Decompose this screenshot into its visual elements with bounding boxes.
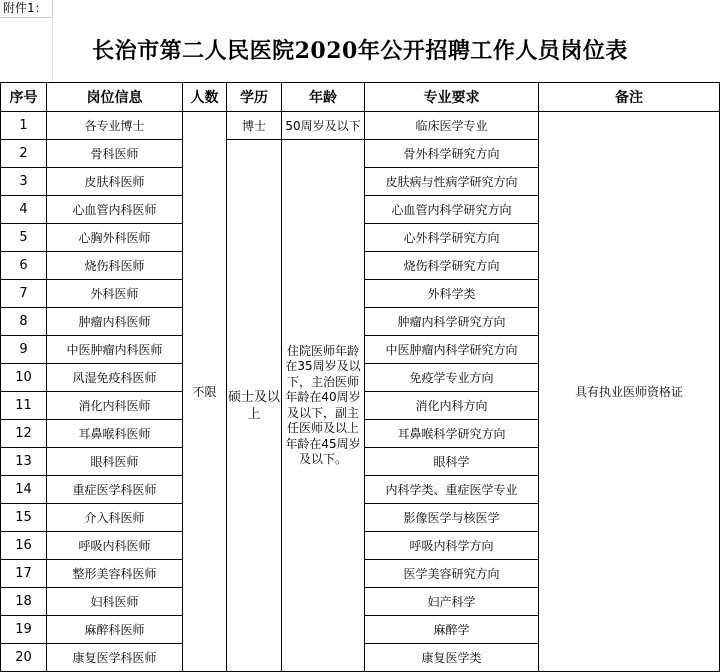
cell-education-master: 硕士及以上: [227, 140, 282, 672]
cell-count: 不限: [183, 112, 227, 672]
cell-position: 外科医师: [47, 280, 183, 308]
cell-major: 妇产科学: [365, 588, 539, 616]
cell-major: 内科学类、重症医学专业: [365, 476, 539, 504]
cell-seq: 20: [1, 644, 47, 672]
header-education: 学历: [227, 83, 282, 112]
cell-age-master: 住院医师年龄在35周岁及以下，主治医师年龄在40周岁及以下，副主任医师及以上年龄在45周岁及以下。: [282, 140, 365, 672]
cell-major: 麻醉学: [365, 616, 539, 644]
cell-seq: 13: [1, 448, 47, 476]
cell-seq: 8: [1, 308, 47, 336]
cell-position: 肿瘤内科医师: [47, 308, 183, 336]
header-seq: 序号: [1, 83, 47, 112]
cell-position: 各专业博士: [47, 112, 183, 140]
cell-seq: 17: [1, 560, 47, 588]
cell-seq: 19: [1, 616, 47, 644]
cell-position: 消化内科医师: [47, 392, 183, 420]
cell-seq: 10: [1, 364, 47, 392]
cell-position: 皮肤科医师: [47, 168, 183, 196]
cell-major: 中医肿瘤内科学研究方向: [365, 336, 539, 364]
header-position: 岗位信息: [47, 83, 183, 112]
cell-seq: 1: [1, 112, 47, 140]
cell-major: 医学美容研究方向: [365, 560, 539, 588]
cell-seq: 15: [1, 504, 47, 532]
cell-seq: 4: [1, 196, 47, 224]
cell-position: 耳鼻喉科医师: [47, 420, 183, 448]
title-area: [0, 17, 720, 81]
cell-position: 中医肿瘤内科医师: [47, 336, 183, 364]
cell-major: 免疫学专业方向: [365, 364, 539, 392]
cell-seq: 5: [1, 224, 47, 252]
page-title: 长治市第二人民医院2020年公开招聘工作人员岗位表: [92, 37, 628, 64]
cell-position: 妇科医师: [47, 588, 183, 616]
cell-seq: 9: [1, 336, 47, 364]
cell-major: 消化内科方向: [365, 392, 539, 420]
cell-major: 心血管内科学研究方向: [365, 196, 539, 224]
header-remarks: 备注: [539, 83, 720, 112]
positions-table: [0, 82, 720, 672]
cell-seq: 14: [1, 476, 47, 504]
cell-position: 介入科医师: [47, 504, 183, 532]
cell-seq: 3: [1, 168, 47, 196]
cell-seq: 2: [1, 140, 47, 168]
cell-position: 呼吸内科医师: [47, 532, 183, 560]
cell-seq: 18: [1, 588, 47, 616]
cell-position: 烧伤科医师: [47, 252, 183, 280]
cell-major: 烧伤科学研究方向: [365, 252, 539, 280]
cell-major: 康复医学类: [365, 644, 539, 672]
cell-seq: 7: [1, 280, 47, 308]
cell-major: 眼科学: [365, 448, 539, 476]
cell-major: 心外科学研究方向: [365, 224, 539, 252]
header-count: 人数: [183, 83, 227, 112]
cell-seq: 12: [1, 420, 47, 448]
cell-position: 眼科医师: [47, 448, 183, 476]
cell-seq: 16: [1, 532, 47, 560]
cell-major: 皮肤病与性病学研究方向: [365, 168, 539, 196]
cell-major: 呼吸内科学方向: [365, 532, 539, 560]
table-row: [1, 112, 720, 140]
cell-position: 重症医学科医师: [47, 476, 183, 504]
cell-major: 影像医学与核医学: [365, 504, 539, 532]
cell-age-doctor: 50周岁及以下: [282, 112, 365, 140]
cell-position: 骨科医师: [47, 140, 183, 168]
attachment-label: 附件1：: [3, 1, 47, 15]
header-row: [1, 83, 720, 112]
header-age: 年龄: [282, 83, 365, 112]
cell-remarks: 具有执业医师资格证: [539, 112, 720, 672]
cell-position: 整形美容科医师: [47, 560, 183, 588]
cell-major: 外科学类: [365, 280, 539, 308]
cell-seq: 11: [1, 392, 47, 420]
cell-education-doctor: 博士: [227, 112, 282, 140]
cell-position: 心血管内科医师: [47, 196, 183, 224]
cell-major: 临床医学专业: [365, 112, 539, 140]
cell-position: 康复医学科医师: [47, 644, 183, 672]
cell-position: 风湿免疫科医师: [47, 364, 183, 392]
cell-major: 耳鼻喉科学研究方向: [365, 420, 539, 448]
cell-position: 心胸外科医师: [47, 224, 183, 252]
cell-position: 麻醉科医师: [47, 616, 183, 644]
cell-major: 骨外科学研究方向: [365, 140, 539, 168]
cell-major: 肿瘤内科学研究方向: [365, 308, 539, 336]
cell-seq: 6: [1, 252, 47, 280]
header-major: 专业要求: [365, 83, 539, 112]
